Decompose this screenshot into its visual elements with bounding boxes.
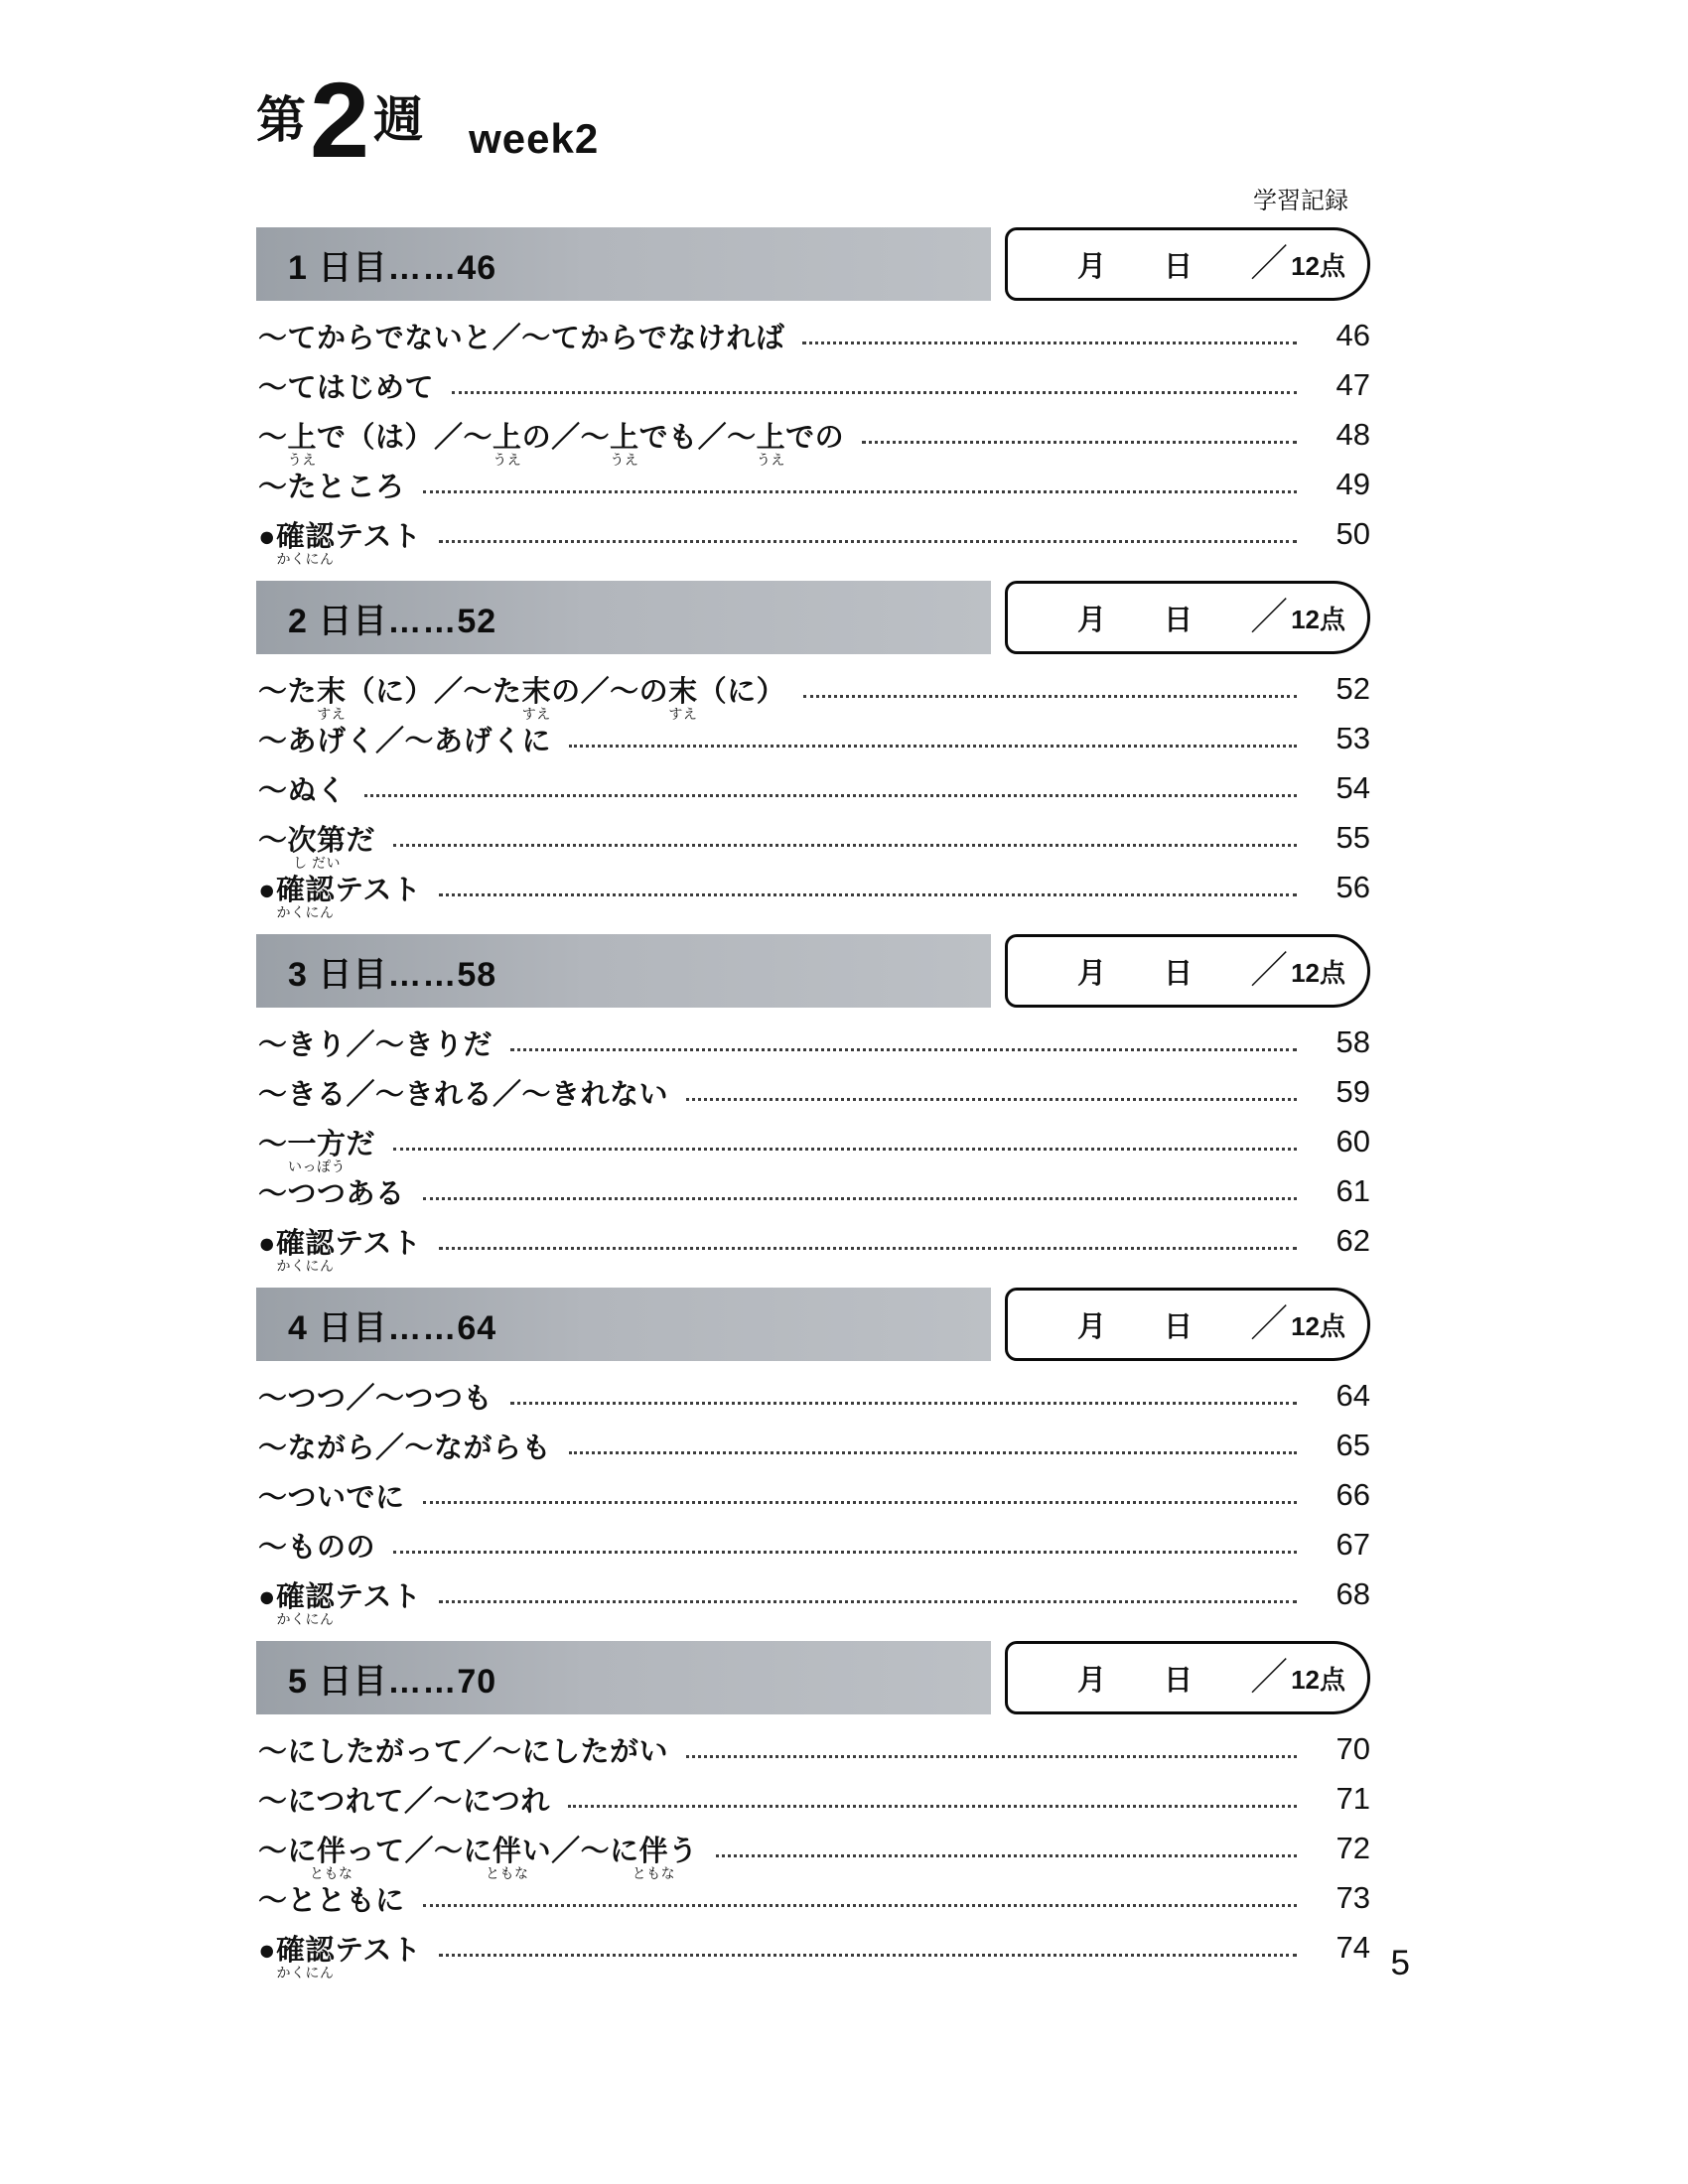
item-title: ●確認 かくにん テスト (258, 1221, 421, 1262)
dotted-leader (393, 844, 1297, 847)
page-ref: 60 (1336, 1124, 1370, 1159)
dotted-leader (423, 490, 1297, 493)
study-record-box (1005, 581, 1370, 654)
dotted-leader (568, 1805, 1297, 1808)
item-title: ～きる／～きれる／～きれない (258, 1078, 669, 1111)
toc-item (258, 664, 1370, 722)
dotted-leader (393, 1551, 1297, 1554)
dotted-leader (439, 1954, 1297, 1957)
day-section (256, 1288, 1370, 1627)
page-ref: 54 (1336, 770, 1370, 805)
toc-item (258, 1470, 1370, 1520)
furigana: うえ (610, 451, 639, 468)
item-title: ～つつある (258, 1177, 405, 1210)
record-score (1250, 599, 1345, 636)
toc-item (258, 1724, 1370, 1774)
dotted-leader (439, 893, 1297, 896)
toc-item (258, 1018, 1370, 1067)
toc-item (258, 1520, 1370, 1570)
item-title: ～つつ／～つつも (258, 1382, 493, 1415)
page-ref: 59 (1336, 1074, 1370, 1109)
record-slash: ／ (1250, 1657, 1289, 1699)
record-slash: ／ (1250, 243, 1289, 285)
dotted-leader (686, 1755, 1297, 1758)
page-ref: 61 (1336, 1173, 1370, 1208)
record-points-label: 12点 (1291, 604, 1345, 634)
toc-item (258, 714, 1370, 763)
item-title: ～一方 いっぽう だ (258, 1122, 375, 1162)
day-header-row (256, 1641, 1370, 1714)
page-ref: 67 (1336, 1527, 1370, 1562)
toc-item (258, 1570, 1370, 1627)
page-ref: 65 (1336, 1428, 1370, 1462)
page-ref: 73 (1336, 1880, 1370, 1915)
record-score (1250, 1305, 1345, 1343)
week-kanji-prefix: 第 (256, 92, 306, 148)
item-title: ～にしたがって／～にしたがい (258, 1735, 669, 1768)
day-title: 3 日目……58 (288, 955, 497, 994)
day-title: 4 日目……64 (288, 1308, 497, 1347)
page-ref: 47 (1336, 367, 1370, 402)
record-month-label: 月 (1077, 957, 1107, 990)
dotted-leader (423, 1501, 1297, 1504)
ruby-base: 確認 かくにん (276, 520, 336, 567)
dotted-leader (423, 1904, 1297, 1907)
day-section (256, 1641, 1370, 1980)
toc-item (258, 1421, 1370, 1470)
ruby-base: 確認 かくにん (276, 874, 336, 920)
toc-item-list (256, 664, 1370, 920)
record-slash: ／ (1250, 950, 1289, 992)
furigana: ともな (310, 1864, 353, 1881)
ruby-base: 一方 いっぽう (287, 1128, 347, 1174)
dotted-leader (510, 1402, 1297, 1405)
study-record-box (1005, 1288, 1370, 1361)
toc-item (258, 410, 1370, 468)
item-title: ●確認 かくにん テスト (258, 1574, 421, 1615)
week-kanji-suffix: 週 (373, 92, 424, 148)
furigana: うえ (287, 451, 317, 468)
ruby-base: 伴 ともな (310, 1835, 353, 1881)
day-title: 5 日目……70 (288, 1662, 497, 1701)
toc-item (258, 1824, 1370, 1881)
day-section (256, 581, 1370, 920)
toc-item (258, 1117, 1370, 1174)
page-ref: 52 (1336, 671, 1370, 706)
furigana: うえ (756, 451, 785, 468)
day-sections (256, 227, 1370, 1980)
dotted-leader (452, 391, 1297, 394)
day-header-row (256, 227, 1370, 301)
item-title: ～てからでないと／～てからでなければ (258, 322, 785, 354)
study-record-box (1005, 227, 1370, 301)
page-ref: 66 (1336, 1477, 1370, 1512)
ruby-base: 上 うえ (287, 421, 318, 468)
dotted-leader (803, 695, 1297, 698)
dotted-leader (439, 1600, 1297, 1603)
record-month-label: 月 (1077, 1310, 1107, 1343)
page-ref: 64 (1336, 1378, 1370, 1413)
toc-item (258, 460, 1370, 509)
day-header-bar (256, 227, 991, 301)
dotted-leader (364, 794, 1297, 797)
day-header-bar (256, 1641, 991, 1714)
record-day-label: 日 (1164, 1310, 1194, 1343)
ruby-base: 末 すえ (317, 675, 347, 722)
day-section (256, 934, 1370, 1274)
day-header-bar (256, 1288, 991, 1361)
dotted-leader (716, 1854, 1297, 1857)
record-points-label: 12点 (1291, 250, 1345, 281)
page-ref: 58 (1336, 1024, 1370, 1059)
week-number: 2 (310, 60, 370, 181)
record-points-label: 12点 (1291, 1664, 1345, 1695)
record-day-label: 日 (1164, 1664, 1194, 1697)
toc-item (258, 813, 1370, 871)
item-title: ～たところ (258, 471, 405, 503)
item-title: ～た末 すえ （に）／～た末 すえ の／～の末 すえ （に） (258, 669, 785, 710)
toc-item (258, 1371, 1370, 1421)
item-title: ～に伴 ともな って／～に伴 ともな い／～に伴 ともな う (258, 1829, 698, 1869)
ruby-base: 末 すえ (521, 675, 552, 722)
toc-item (258, 1923, 1370, 1980)
day-header-bar (256, 934, 991, 1008)
ruby-base: 上 うえ (610, 421, 639, 468)
furigana: かくにん (276, 1964, 335, 1980)
furigana: すえ (668, 705, 698, 722)
ruby-base: 確認 かくにん (276, 1227, 336, 1274)
item-title: ～ものの (258, 1531, 376, 1564)
toc-item (258, 1873, 1370, 1923)
item-title: ～につれて／～につれ (258, 1785, 550, 1818)
ruby-base: 末 すえ (668, 675, 698, 722)
dotted-leader (439, 1247, 1297, 1250)
dotted-leader (423, 1197, 1297, 1200)
page-number: 5 (1390, 1944, 1410, 1982)
page-ref: 56 (1336, 870, 1370, 904)
ruby-base: 上 うえ (492, 421, 522, 468)
study-record-box (1005, 934, 1370, 1008)
record-points-label: 12点 (1291, 1310, 1345, 1341)
study-record-header: 学習記録 (1253, 188, 1348, 214)
dotted-leader (862, 441, 1297, 444)
toc-item-list (256, 1371, 1370, 1627)
day-header-row (256, 934, 1370, 1008)
day-title: 1 日目……46 (288, 248, 497, 287)
dotted-leader (569, 745, 1297, 748)
item-title: ～ついでに (258, 1481, 405, 1514)
furigana: かくにん (276, 1257, 335, 1274)
furigana: かくにん (276, 550, 335, 567)
furigana: ともな (632, 1864, 676, 1881)
day-header-bar (256, 581, 991, 654)
furigana: すえ (317, 705, 347, 722)
furigana: いっぽう (288, 1158, 347, 1174)
ruby-base: 確認 かくにん (276, 1580, 336, 1627)
record-slash: ／ (1250, 597, 1289, 638)
page-ref: 62 (1336, 1223, 1370, 1258)
page-ref: 72 (1336, 1831, 1370, 1865)
dotted-leader (569, 1451, 1297, 1454)
furigana: し だい (293, 854, 341, 871)
page-ref: 46 (1336, 318, 1370, 352)
item-title: ●確認 かくにん テスト (258, 868, 421, 908)
toc-item (258, 311, 1370, 360)
record-score (1250, 952, 1345, 990)
furigana: ともな (486, 1864, 529, 1881)
day-section (256, 227, 1370, 567)
item-title: ●確認 かくにん テスト (258, 514, 421, 555)
item-title: ～きり／～きりだ (258, 1028, 493, 1061)
record-month-label: 月 (1077, 604, 1107, 636)
ruby-base: 伴 ともな (486, 1835, 529, 1881)
item-title: ～ながら／～ながらも (258, 1432, 552, 1464)
week-title (256, 62, 1370, 179)
page-ref: 74 (1336, 1930, 1370, 1965)
toc-item (258, 863, 1370, 920)
day-title: 2 日目……52 (288, 602, 497, 640)
item-title: ～ぬく (258, 774, 347, 807)
week-english-label: week2 (469, 115, 600, 162)
furigana: かくにん (276, 1610, 335, 1627)
toc-item (258, 509, 1370, 567)
dotted-leader (439, 540, 1297, 543)
record-day-label: 日 (1164, 250, 1194, 283)
toc-item (258, 1166, 1370, 1216)
toc-item-list (256, 1018, 1370, 1274)
toc-item (258, 763, 1370, 813)
page-ref: 71 (1336, 1781, 1370, 1816)
item-title: ～とともに (258, 1884, 405, 1917)
ruby-base: 上 うえ (756, 421, 786, 468)
item-title: ～上 うえ で（は）／～上 うえ の／～上 うえ でも／～上 うえ での (258, 415, 844, 456)
study-record-box (1005, 1641, 1370, 1714)
record-score (1250, 1659, 1345, 1697)
toc-item (258, 1774, 1370, 1824)
page-ref: 55 (1336, 820, 1370, 855)
record-day-label: 日 (1164, 604, 1194, 636)
toc-item-list (256, 1724, 1370, 1980)
record-month-label: 月 (1077, 1664, 1107, 1697)
record-score (1250, 245, 1345, 283)
furigana: うえ (492, 451, 522, 468)
ruby-base: 伴 ともな (632, 1835, 676, 1881)
day-header-row (256, 1288, 1370, 1361)
toc-item-list (256, 311, 1370, 567)
page-ref: 53 (1336, 721, 1370, 755)
record-month-label: 月 (1077, 250, 1107, 283)
item-title: ～あげく／～あげくに (258, 725, 552, 757)
page-ref: 49 (1336, 467, 1370, 501)
toc-item (258, 1216, 1370, 1274)
page-ref: 48 (1336, 417, 1370, 452)
record-points-label: 12点 (1291, 957, 1345, 988)
dotted-leader (510, 1048, 1297, 1051)
furigana: かくにん (276, 903, 335, 920)
ruby-base: 確認 かくにん (276, 1934, 336, 1980)
dotted-leader (686, 1098, 1297, 1101)
day-header-row (256, 581, 1370, 654)
furigana: すえ (521, 705, 551, 722)
toc-item (258, 1067, 1370, 1117)
toc-item (258, 360, 1370, 410)
page-ref: 70 (1336, 1731, 1370, 1766)
item-title: ～てはじめて (258, 371, 435, 404)
record-slash: ／ (1250, 1303, 1289, 1345)
ruby-base: 次第 し だい (287, 824, 347, 871)
page-ref: 50 (1336, 516, 1370, 551)
page-ref: 68 (1336, 1576, 1370, 1611)
item-title: ●確認 かくにん テスト (258, 1928, 421, 1969)
item-title: ～次第 し だい だ (258, 818, 375, 859)
dotted-leader (393, 1148, 1297, 1151)
record-day-label: 日 (1164, 957, 1194, 990)
dotted-leader (802, 341, 1297, 344)
